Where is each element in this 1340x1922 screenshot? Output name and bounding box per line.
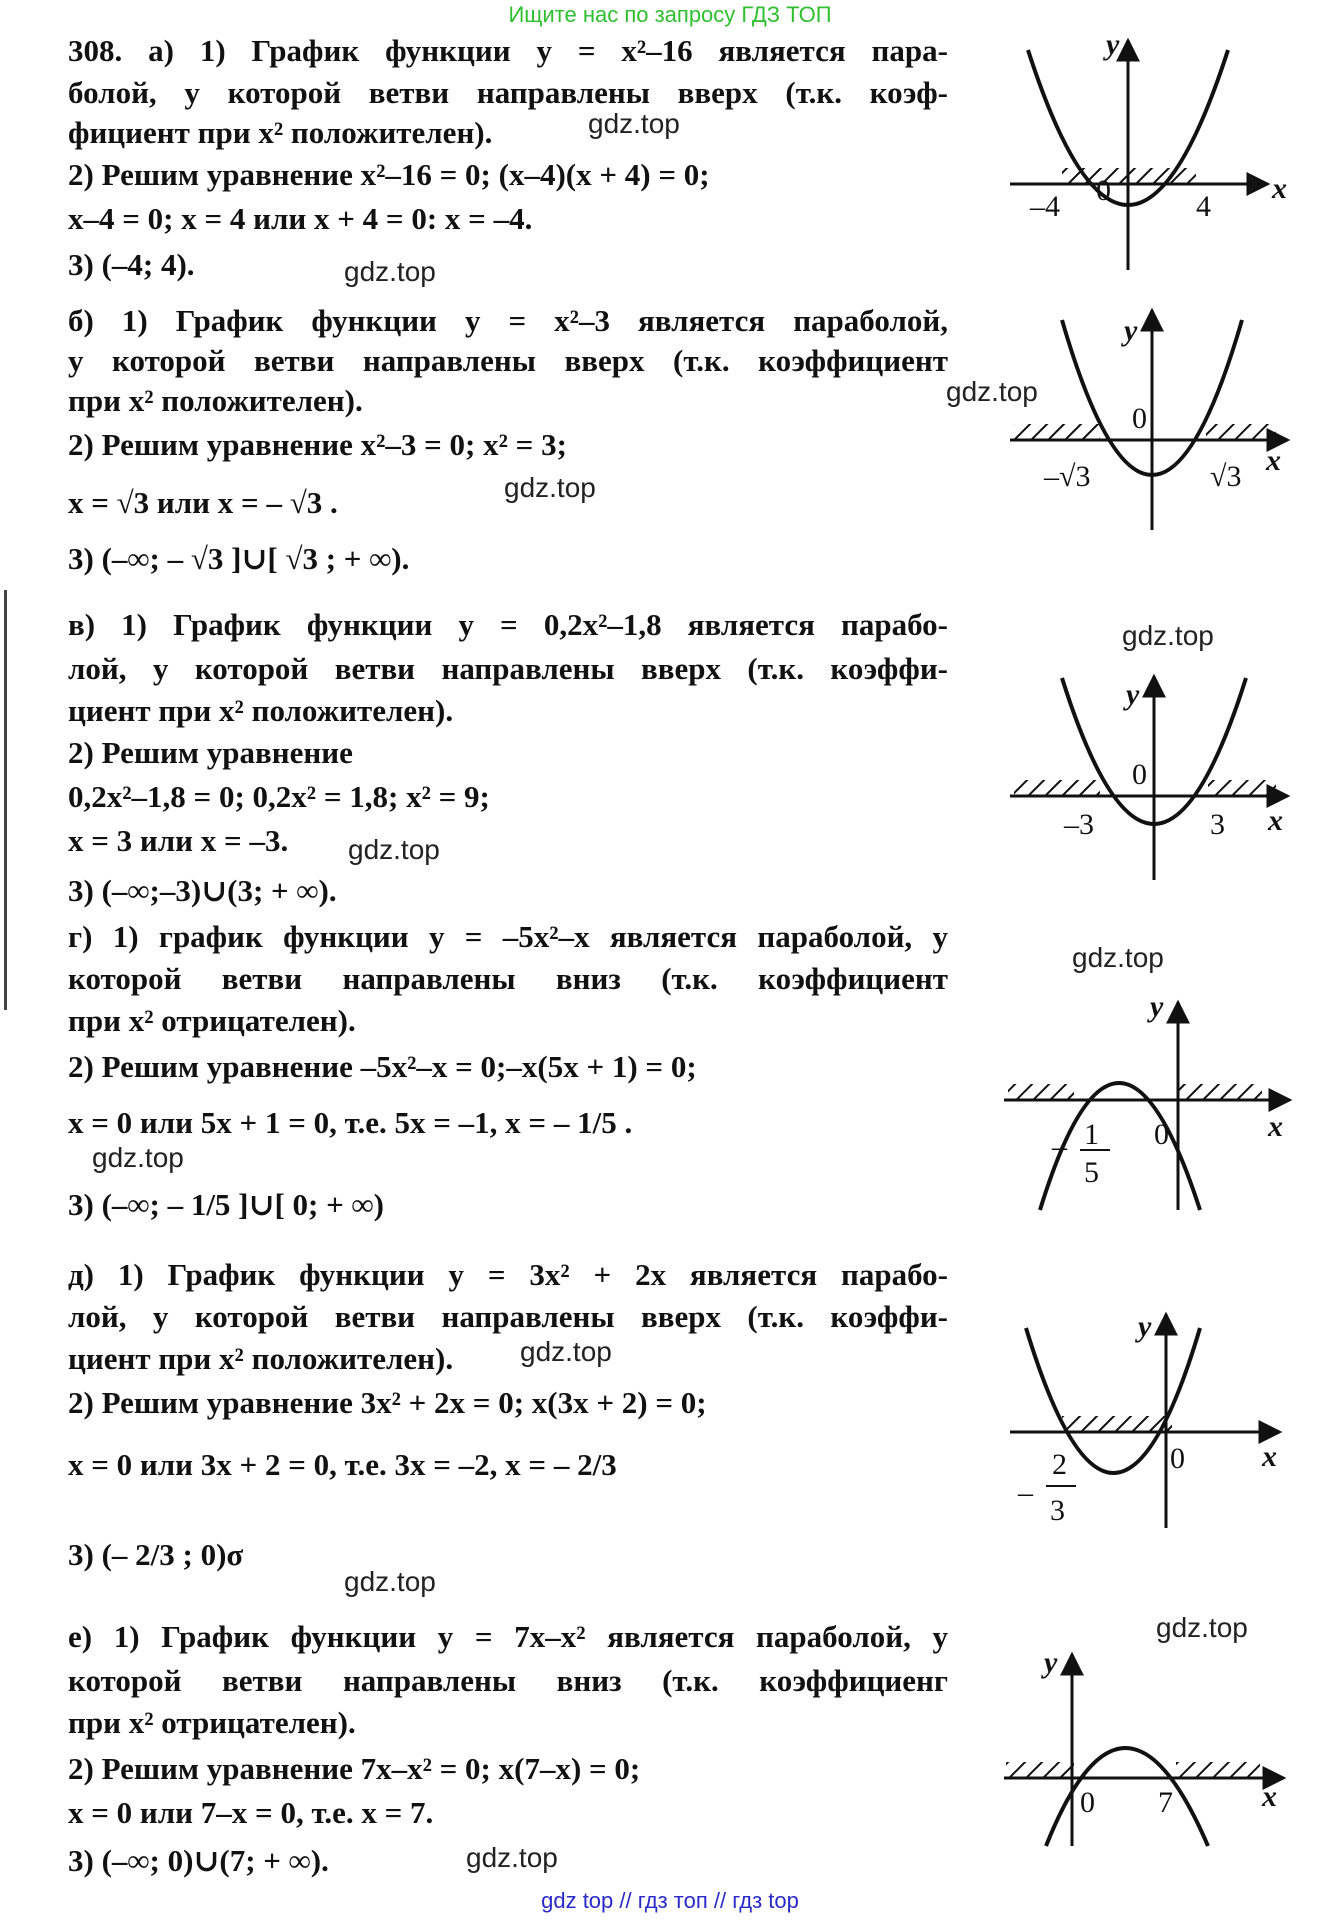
text-line: 2) Решим уравнение 7x–x² = 0; x(7–x) = 0; (68, 1751, 641, 1786)
parabola-graph-d (1000, 990, 1300, 1216)
tick-label: –√3 (1044, 460, 1091, 493)
tick-label: 5 (1084, 1156, 1099, 1189)
text-line: лой, у которой ветви направлены вверх (т.к. коэффи- (68, 1299, 948, 1334)
tick-label: 0 (1132, 758, 1147, 791)
text-line: у которой ветви направлены вверх (т.к. коэффициент (68, 343, 948, 378)
tick-label: 3 (1050, 1494, 1065, 1527)
text-line: 3) (–∞; 0)∪(7; + ∞). (68, 1843, 329, 1878)
parabola-graph-b (1000, 300, 1300, 540)
text-line: x = 0 или 7–x = 0, т.е. x = 7. (68, 1795, 434, 1830)
text-line: е) 1) График функции y = 7x–x² является параболой, у (68, 1619, 948, 1654)
tick-label: √3 (1210, 460, 1242, 493)
tick-label: 0 (1080, 1786, 1095, 1819)
text-line: x = 0 или 3x + 2 = 0, т.е. 3x = –2, x = – 2/3 (68, 1447, 617, 1482)
watermark: gdz.top (1122, 620, 1214, 651)
watermark: gdz.top (348, 834, 440, 865)
axis-x-label: x (1272, 172, 1287, 205)
axis-y-label: y (1138, 1310, 1152, 1343)
text-line: лой, у которой ветви направлены вверх (т.к. коэффи- (68, 651, 948, 686)
tick-label: –3 (1064, 808, 1094, 841)
text-line: x–4 = 0; x = 4 или x + 4 = 0: x = –4. (68, 201, 533, 236)
tick-label: 0 (1132, 402, 1147, 435)
tick-label: 0 (1170, 1442, 1185, 1475)
axis-x-label: x (1266, 444, 1281, 477)
text-line: которой ветви направлены вниз (т.к. коэффициенг (68, 1663, 948, 1698)
tick-label: 4 (1196, 190, 1211, 223)
text-line: 3) (–∞; – 1/5 ]∪[ 0; + ∞) (68, 1187, 384, 1222)
watermark: gdz.top (588, 108, 680, 139)
axis-y-label: y (1126, 678, 1140, 711)
text-line: при x² положителен). (68, 383, 363, 418)
text-line: x = 3 или x = –3. (68, 823, 289, 858)
axis-y-label: y (1150, 990, 1164, 1023)
tick-label: 0 (1096, 174, 1111, 207)
watermark: gdz.top (946, 376, 1038, 407)
tick-label: 0 (1154, 1118, 1169, 1151)
text-line: 3) (–∞;–3)∪(3; + ∞). (68, 873, 337, 908)
parabola-graph-a (1000, 30, 1300, 280)
tick-label: 1 (1084, 1118, 1099, 1151)
text-line: болой, у которой ветви направлены вверх (т.к. коэф- (68, 75, 948, 110)
footer-link[interactable]: gdz top // гдз топ // гдз top (541, 1888, 799, 1913)
watermark: gdz.top (504, 472, 596, 503)
watermark: gdz.top (344, 1566, 436, 1597)
header-link[interactable]: Ищите нас по запросу ГДЗ ТОП (508, 2, 832, 27)
text-line: б) 1) График функции y = x²–3 является параболой, (68, 303, 948, 338)
axis-x-label: x (1268, 1110, 1283, 1143)
watermark: gdz.top (1156, 1612, 1248, 1643)
text-line: 2) Решим уравнение x²–3 = 0; x² = 3; (68, 427, 567, 462)
text-line: при x² отрицателен). (68, 1003, 356, 1038)
watermark: gdz.top (466, 1842, 558, 1873)
tick-label: 3 (1210, 808, 1225, 841)
text-line: циент при x² положителен). (68, 1341, 454, 1376)
axis-x-label: x (1262, 1440, 1277, 1473)
watermark: gdz.top (520, 1336, 612, 1367)
text-line: 3) (–∞; – √3 ]∪[ √3 ; + ∞). (68, 541, 410, 576)
axis-x-label: x (1268, 804, 1283, 837)
watermark: gdz.top (1072, 942, 1164, 973)
text-line: x = 0 или 5x + 1 = 0, т.е. 5x = –1, x = – 1/5 . (68, 1105, 633, 1140)
text-line: г) 1) график функции y = –5x²–x является параболой, у (68, 919, 948, 954)
text-line: 2) Решим уравнение 3x² + 2x = 0; x(3x + 2) = 0; (68, 1385, 707, 1420)
tick-label: – (1018, 1476, 1033, 1509)
watermark: gdz.top (344, 256, 436, 287)
tick-label: –4 (1030, 190, 1060, 223)
text-line: 2) Решим уравнение (68, 735, 353, 770)
text-line: д) 1) График функции y = 3x² + 2x является парабо- (68, 1257, 948, 1292)
axis-y-label: y (1124, 314, 1138, 347)
axis-y-label: y (1044, 1646, 1058, 1679)
text-line: в) 1) График функции y = 0,2x²–1,8 является парабо- (68, 607, 948, 642)
text-line: при x² отрицателен). (68, 1705, 356, 1740)
text-line: 3) (– 2/3 ; 0)σ (68, 1537, 244, 1572)
text-line: 2) Решим уравнение x²–16 = 0; (x–4)(x + 4) = 0; (68, 157, 710, 192)
tick-label: 7 (1158, 1786, 1173, 1819)
tick-label: – (1052, 1130, 1067, 1163)
text-line: 308. а) 1) График функции y = x²–16 является пара- (68, 33, 948, 68)
axis-x-label: x (1262, 1780, 1277, 1813)
text-line: которой ветви направлены вниз (т.к. коэффициент (68, 961, 948, 996)
axis-y-label: y (1106, 28, 1120, 61)
parabola-graph-f (1000, 1646, 1300, 1850)
text-line: 2) Решим уравнение –5x²–x = 0;–x(5x + 1) = 0; (68, 1049, 697, 1084)
margin-artifact (4, 590, 7, 1010)
text-line: циент при x² положителен). (68, 693, 454, 728)
text-line: 0,2x²–1,8 = 0; 0,2x² = 1,8; x² = 9; (68, 779, 490, 814)
text-line: 3) (–4; 4). (68, 247, 195, 282)
parabola-graph-c (1000, 670, 1300, 890)
tick-label: 2 (1052, 1448, 1067, 1481)
text-line: фициент при x² положителен). (68, 115, 493, 150)
parabola-graph-e (1000, 1308, 1300, 1538)
text-line: x = √3 или x = – √3 . (68, 485, 338, 520)
watermark: gdz.top (92, 1142, 184, 1173)
